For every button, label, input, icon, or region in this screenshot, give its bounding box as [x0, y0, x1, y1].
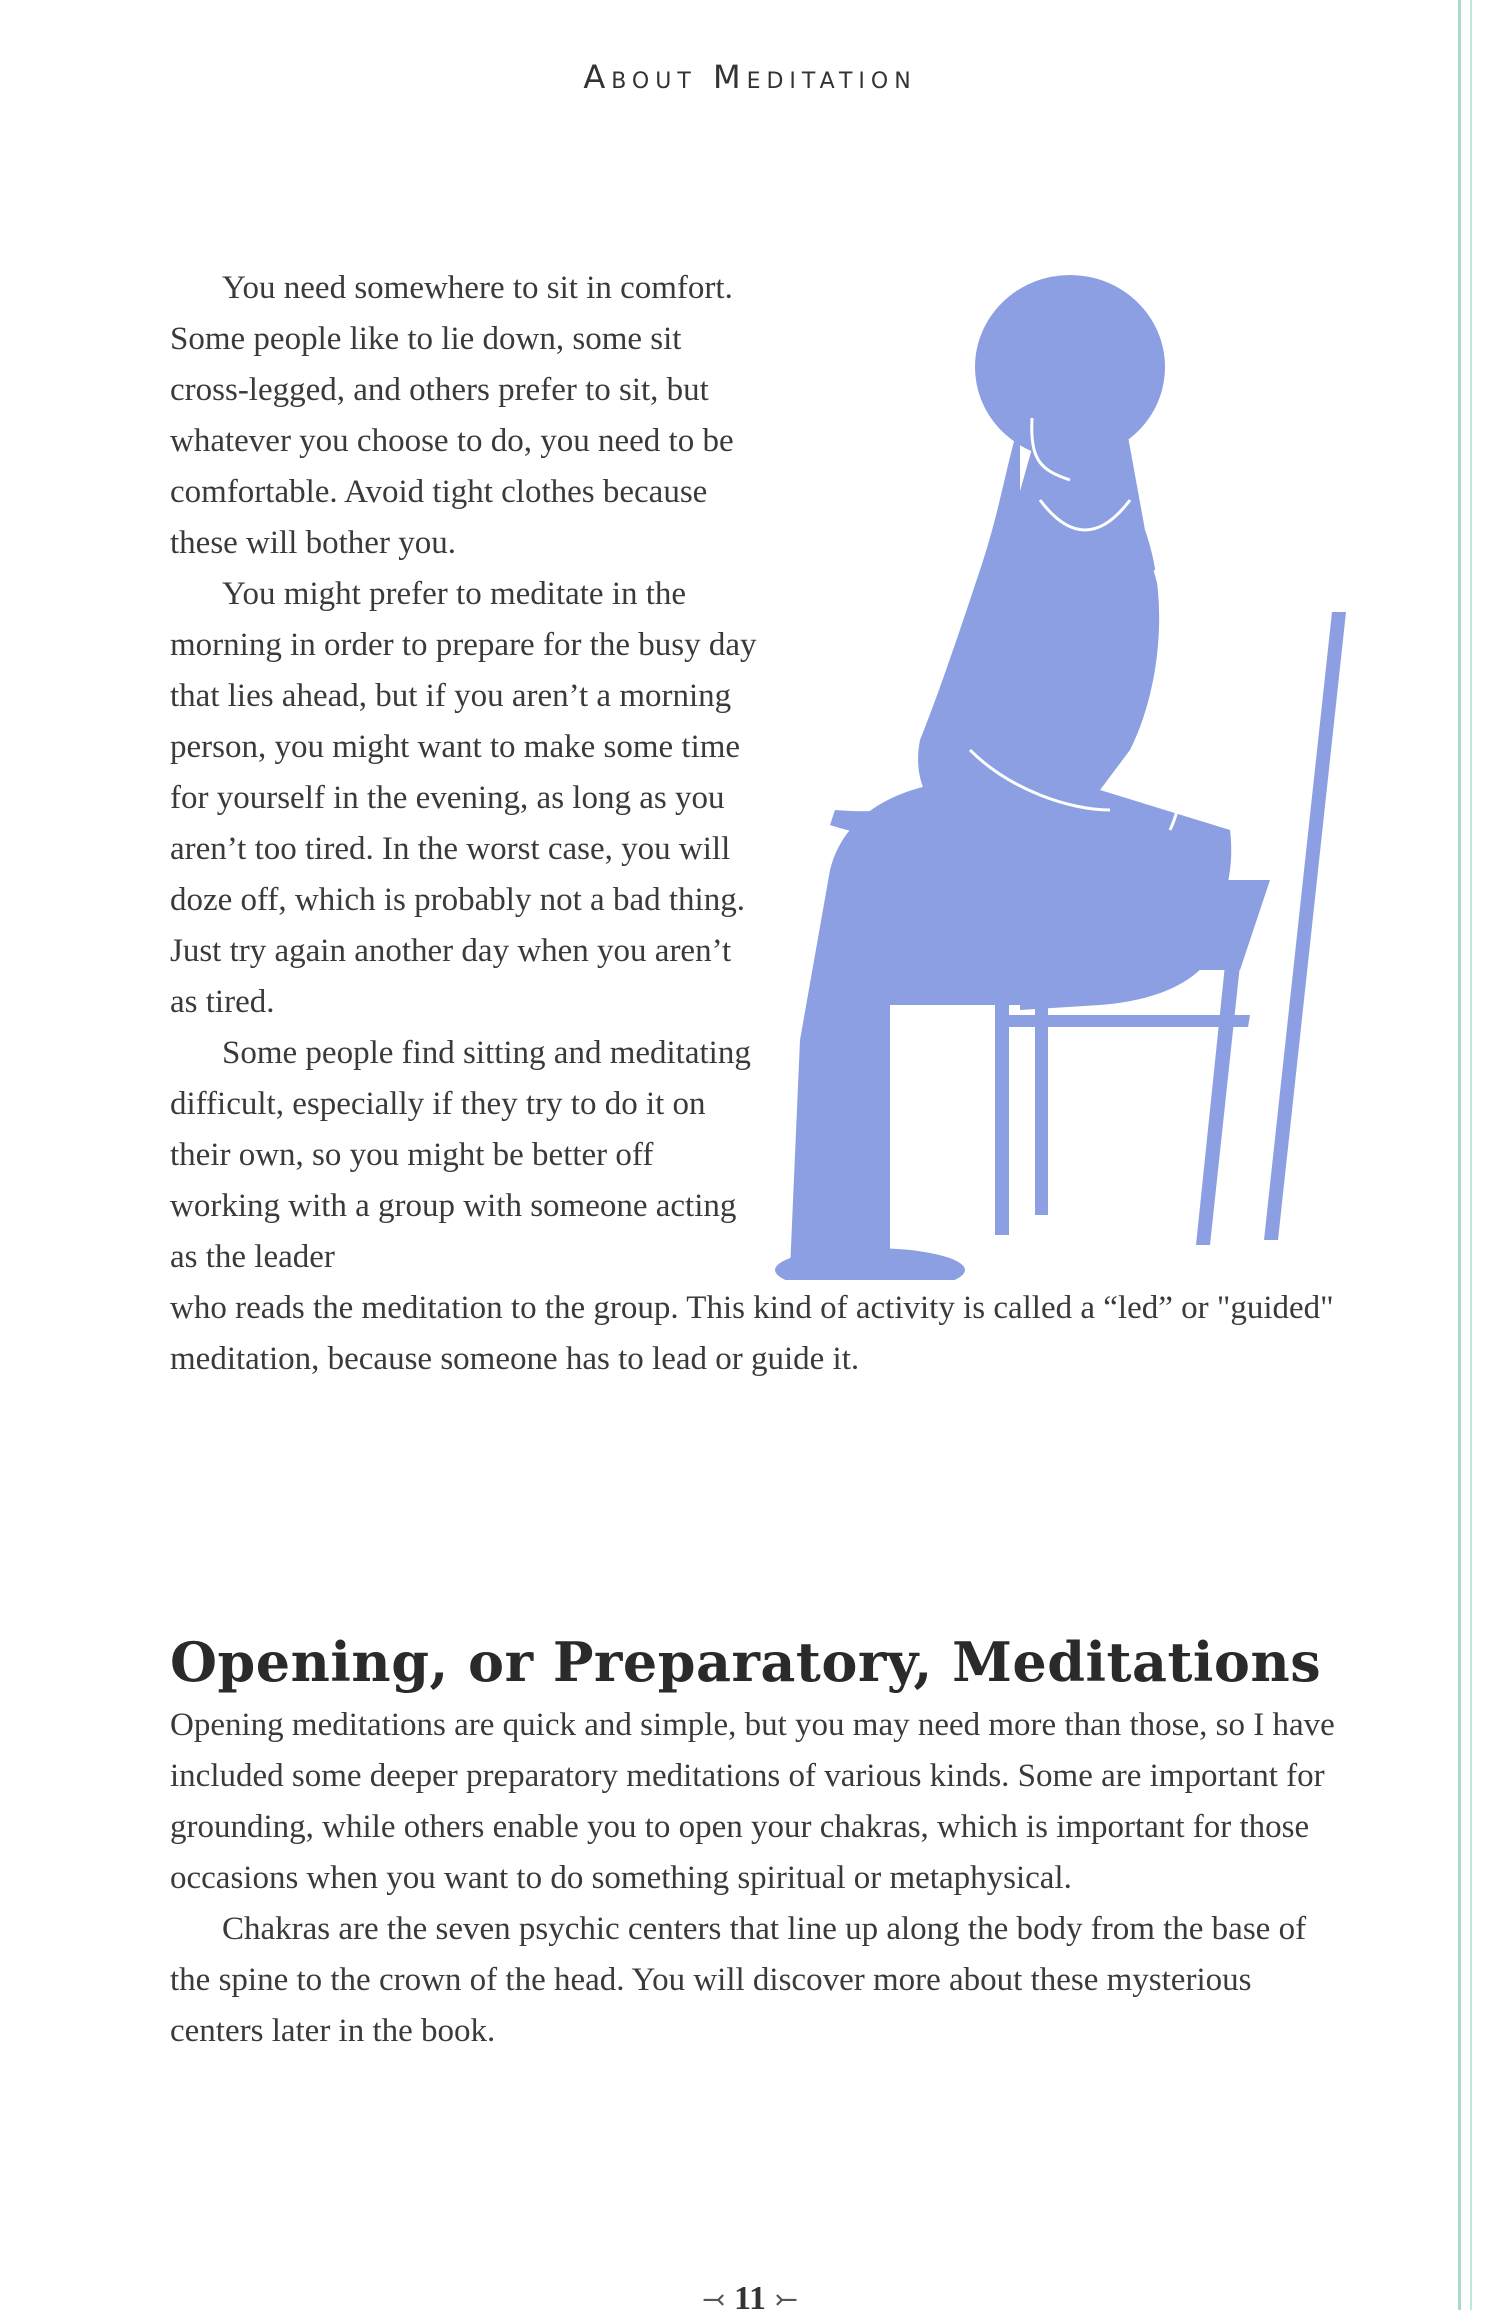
- right-ornament-icon: ⤚: [774, 2285, 799, 2316]
- paragraph-comfort: You need somewhere to sit in comfort. Some people like to lie down, some sit cross-legged, and others prefer to sit, but whatever you choose to do, you need to be comfortable. Avoid tight clothes because these will bother you.: [170, 270, 734, 561]
- paragraph-timing: You might prefer to meditate in the morning in order to prepare for the busy day that lies ahead, but if you aren’t a morning person, you might want to make some time for yourself in the evening, as long as you aren’t too tired. In the worst case, you will doze off, which is probably not a bad thing. Just try again another day when you aren’t as tired.: [170, 576, 757, 1020]
- page-edge-line: [1458, 0, 1461, 2310]
- paragraph-opening-meditations: Opening meditations are quick and simple, but you may need more than those, so I have included some deeper preparatory meditations of various kinds. Some are important for grounding, while others enable you to open your chakras, which is important for those occasions when you want to do something spiritual or metaphysical.: [170, 1707, 1335, 1896]
- paragraph-group: Some people find sitting and meditating difficult, especially if they try to do it on their own, so you might be better off working with a group with someone acting as the leader: [170, 1035, 751, 1275]
- intro-text: [170, 263, 1370, 1385]
- page-number-footer: [0, 2280, 1500, 2318]
- paragraph-group-continuation: who reads the meditation to the group. This kind of activity is called a “led” or "guided" meditation, because someone has to lead or guide it.: [170, 1290, 1334, 1377]
- left-ornament-icon: ⤙: [701, 2285, 726, 2316]
- paragraph-chakras: Chakras are the seven psychic centers that line up along the body from the base of the spine to the crown of the head. You will discover more about these mysterious centers later in the book.: [170, 1911, 1307, 2049]
- section-heading: Opening, or Preparatory, Meditations: [170, 1630, 1322, 1694]
- section-body: [170, 1700, 1350, 2057]
- page-edge-line-inner: [1470, 0, 1472, 2310]
- running-header: About Meditation: [583, 58, 917, 96]
- page-number: 11: [733, 2280, 767, 2317]
